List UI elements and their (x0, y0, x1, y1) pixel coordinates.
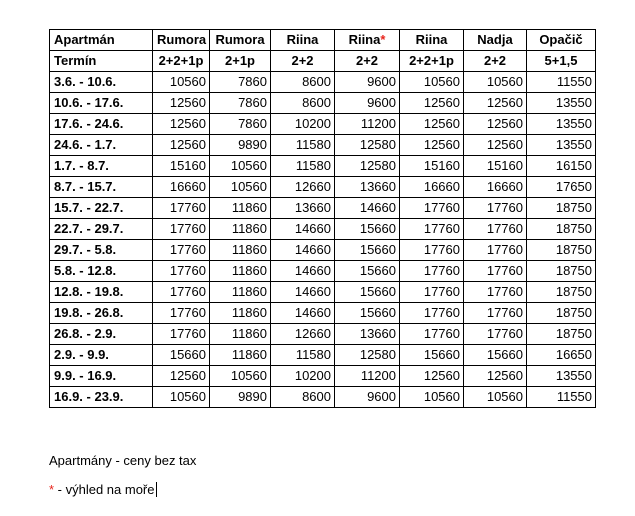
price-cell: 15660 (335, 219, 400, 240)
table-row (50, 198, 596, 219)
capacity-cell: 2+1p (210, 51, 271, 72)
price-cell: 15660 (335, 240, 400, 261)
price-cell: 17760 (400, 198, 464, 219)
term-cell: 10.6. - 17.6. (50, 93, 153, 114)
price-cell: 16150 (527, 156, 596, 177)
price-cell: 16650 (527, 345, 596, 366)
price-cell: 15160 (153, 156, 210, 177)
header-apartment-col (153, 30, 210, 51)
term-cell: 3.6. - 10.6. (50, 72, 153, 93)
price-cell: 17760 (464, 219, 527, 240)
price-cell: 14660 (271, 282, 335, 303)
table-row (50, 135, 596, 156)
price-cell: 16660 (400, 177, 464, 198)
price-cell: 15660 (400, 345, 464, 366)
price-cell: 17760 (153, 261, 210, 282)
price-cell: 17760 (153, 324, 210, 345)
term-cell: 22.7. - 29.7. (50, 219, 153, 240)
price-cell: 8600 (271, 387, 335, 408)
capacity-cell: 2+2+1p (400, 51, 464, 72)
term-cell: 2.9. - 9.9. (50, 345, 153, 366)
table-row (50, 156, 596, 177)
header-apartment: Apartmán (50, 30, 153, 51)
price-cell: 13550 (527, 366, 596, 387)
price-cell: 17760 (153, 282, 210, 303)
header-apartment-col (335, 30, 400, 51)
capacity-cell: 5+1,5 (527, 51, 596, 72)
price-cell: 12560 (153, 114, 210, 135)
price-cell: 15660 (153, 345, 210, 366)
term-cell: 26.8. - 2.9. (50, 324, 153, 345)
term-cell: 1.7. - 8.7. (50, 156, 153, 177)
price-cell: 17760 (464, 261, 527, 282)
header-apartment-col (464, 30, 527, 51)
price-cell: 18750 (527, 261, 596, 282)
price-cell: 12560 (464, 114, 527, 135)
price-cell: 17760 (153, 219, 210, 240)
price-cell: 7860 (210, 114, 271, 135)
price-cell: 11200 (335, 366, 400, 387)
price-cell: 10560 (464, 387, 527, 408)
prices-note: Apartmány - ceny bez tax (49, 453, 197, 468)
price-cell: 12560 (153, 366, 210, 387)
price-cell: 17760 (400, 324, 464, 345)
price-cell: 10200 (271, 114, 335, 135)
price-cell: 13550 (527, 93, 596, 114)
price-cell: 11580 (271, 156, 335, 177)
price-cell: 10560 (153, 72, 210, 93)
header-term: Termín (50, 51, 153, 72)
price-cell: 17760 (464, 282, 527, 303)
price-cell: 7860 (210, 72, 271, 93)
table-row (50, 72, 596, 93)
table-row (50, 177, 596, 198)
price-cell: 17760 (400, 240, 464, 261)
price-cell: 13660 (271, 198, 335, 219)
price-cell: 13550 (527, 135, 596, 156)
apartment-name: Rumora (157, 32, 207, 47)
price-cell: 18750 (527, 324, 596, 345)
price-cell: 10560 (210, 156, 271, 177)
table-row (50, 219, 596, 240)
price-cell: 12560 (400, 114, 464, 135)
capacity-cell: 2+2 (335, 51, 400, 72)
term-cell: 16.9. - 23.9. (50, 387, 153, 408)
price-cell: 18750 (527, 240, 596, 261)
text-cursor (156, 482, 157, 497)
price-cell: 10560 (464, 72, 527, 93)
price-cell: 11860 (210, 198, 271, 219)
table-row (50, 282, 596, 303)
price-cell: 13550 (527, 114, 596, 135)
term-cell: 12.8. - 19.8. (50, 282, 153, 303)
price-cell: 11860 (210, 219, 271, 240)
price-cell: 9890 (210, 135, 271, 156)
price-cell: 17650 (527, 177, 596, 198)
price-cell: 14660 (335, 198, 400, 219)
price-cell: 18750 (527, 219, 596, 240)
price-cell: 10560 (400, 387, 464, 408)
price-cell: 12560 (153, 135, 210, 156)
sea-view-star: * (380, 32, 386, 47)
price-cell: 11550 (527, 387, 596, 408)
capacity-cell: 2+2 (464, 51, 527, 72)
table-row (50, 345, 596, 366)
apartment-name: Opačič (539, 32, 583, 47)
price-cell: 11860 (210, 282, 271, 303)
table-row (50, 240, 596, 261)
price-cell: 11550 (527, 72, 596, 93)
capacity-cell: 2+2 (271, 51, 335, 72)
price-cell: 12560 (400, 135, 464, 156)
price-cell: 17760 (153, 198, 210, 219)
price-cell: 8600 (271, 72, 335, 93)
price-cell: 17760 (400, 303, 464, 324)
price-table (49, 29, 596, 408)
price-cell: 12560 (464, 135, 527, 156)
capacity-cell: 2+2+1p (153, 51, 210, 72)
price-cell: 18750 (527, 303, 596, 324)
price-cell: 12660 (271, 324, 335, 345)
table-row (50, 303, 596, 324)
price-cell: 15160 (464, 156, 527, 177)
star-note (49, 482, 157, 497)
price-cell: 11200 (335, 114, 400, 135)
price-cell: 18750 (527, 282, 596, 303)
subheader-row (50, 51, 596, 72)
price-cell: 12560 (400, 366, 464, 387)
term-cell: 15.7. - 22.7. (50, 198, 153, 219)
price-cell: 17760 (153, 240, 210, 261)
price-cell: 12560 (400, 93, 464, 114)
price-cell: 17760 (464, 240, 527, 261)
price-cell: 14660 (271, 219, 335, 240)
price-cell: 15660 (335, 303, 400, 324)
price-cell: 16660 (153, 177, 210, 198)
price-cell: 17760 (464, 198, 527, 219)
price-cell: 11580 (271, 345, 335, 366)
price-cell: 9600 (335, 93, 400, 114)
header-apartment-col (271, 30, 335, 51)
term-cell: 5.8. - 12.8. (50, 261, 153, 282)
price-cell: 12560 (153, 93, 210, 114)
price-cell: 10560 (210, 177, 271, 198)
price-cell: 14660 (271, 240, 335, 261)
term-cell: 29.7. - 5.8. (50, 240, 153, 261)
price-cell: 9600 (335, 387, 400, 408)
price-cell: 9600 (335, 72, 400, 93)
price-cell: 11860 (210, 324, 271, 345)
apartment-name: Rumora (215, 32, 265, 47)
price-cell: 11860 (210, 345, 271, 366)
price-cell: 17760 (464, 324, 527, 345)
header-apartment-col (527, 30, 596, 51)
star-note-text: - výhled na moře (54, 482, 155, 497)
price-cell: 11580 (271, 135, 335, 156)
price-cell: 14660 (271, 261, 335, 282)
table-row (50, 114, 596, 135)
price-cell: 12580 (335, 156, 400, 177)
term-cell: 24.6. - 1.7. (50, 135, 153, 156)
price-cell: 12560 (464, 366, 527, 387)
price-cell: 10200 (271, 366, 335, 387)
header-apartment-col (210, 30, 271, 51)
price-cell: 10560 (210, 366, 271, 387)
table-row (50, 366, 596, 387)
price-cell: 12580 (335, 135, 400, 156)
price-cell: 11860 (210, 261, 271, 282)
price-cell: 7860 (210, 93, 271, 114)
price-cell: 12580 (335, 345, 400, 366)
price-cell: 13660 (335, 177, 400, 198)
price-cell: 17760 (464, 303, 527, 324)
term-cell: 8.7. - 15.7. (50, 177, 153, 198)
term-cell: 19.8. - 26.8. (50, 303, 153, 324)
table-row (50, 93, 596, 114)
price-cell: 17760 (400, 282, 464, 303)
table-row (50, 324, 596, 345)
price-cell: 10560 (153, 387, 210, 408)
header-apartment-col (400, 30, 464, 51)
price-cell: 9890 (210, 387, 271, 408)
price-cell: 8600 (271, 93, 335, 114)
price-cell: 11860 (210, 303, 271, 324)
apartment-name: Riina (415, 32, 448, 47)
term-cell: 17.6. - 24.6. (50, 114, 153, 135)
price-cell: 10560 (400, 72, 464, 93)
apartment-name: Riina (286, 32, 319, 47)
table-row (50, 261, 596, 282)
apartment-name: Riina (348, 32, 381, 47)
price-cell: 17760 (400, 219, 464, 240)
price-cell: 15660 (335, 261, 400, 282)
price-cell: 11860 (210, 240, 271, 261)
price-cell: 14660 (271, 303, 335, 324)
price-cell: 16660 (464, 177, 527, 198)
price-cell: 12560 (464, 93, 527, 114)
price-cell: 15660 (335, 282, 400, 303)
price-cell: 12660 (271, 177, 335, 198)
price-cell: 15660 (464, 345, 527, 366)
price-cell: 15160 (400, 156, 464, 177)
apartment-name: Nadja (477, 32, 513, 47)
table-row (50, 387, 596, 408)
price-cell: 17760 (400, 261, 464, 282)
price-cell: 17760 (153, 303, 210, 324)
price-cell: 13660 (335, 324, 400, 345)
star-marker: * (49, 482, 55, 497)
price-cell: 18750 (527, 198, 596, 219)
header-row (50, 30, 596, 51)
term-cell: 9.9. - 16.9. (50, 366, 153, 387)
